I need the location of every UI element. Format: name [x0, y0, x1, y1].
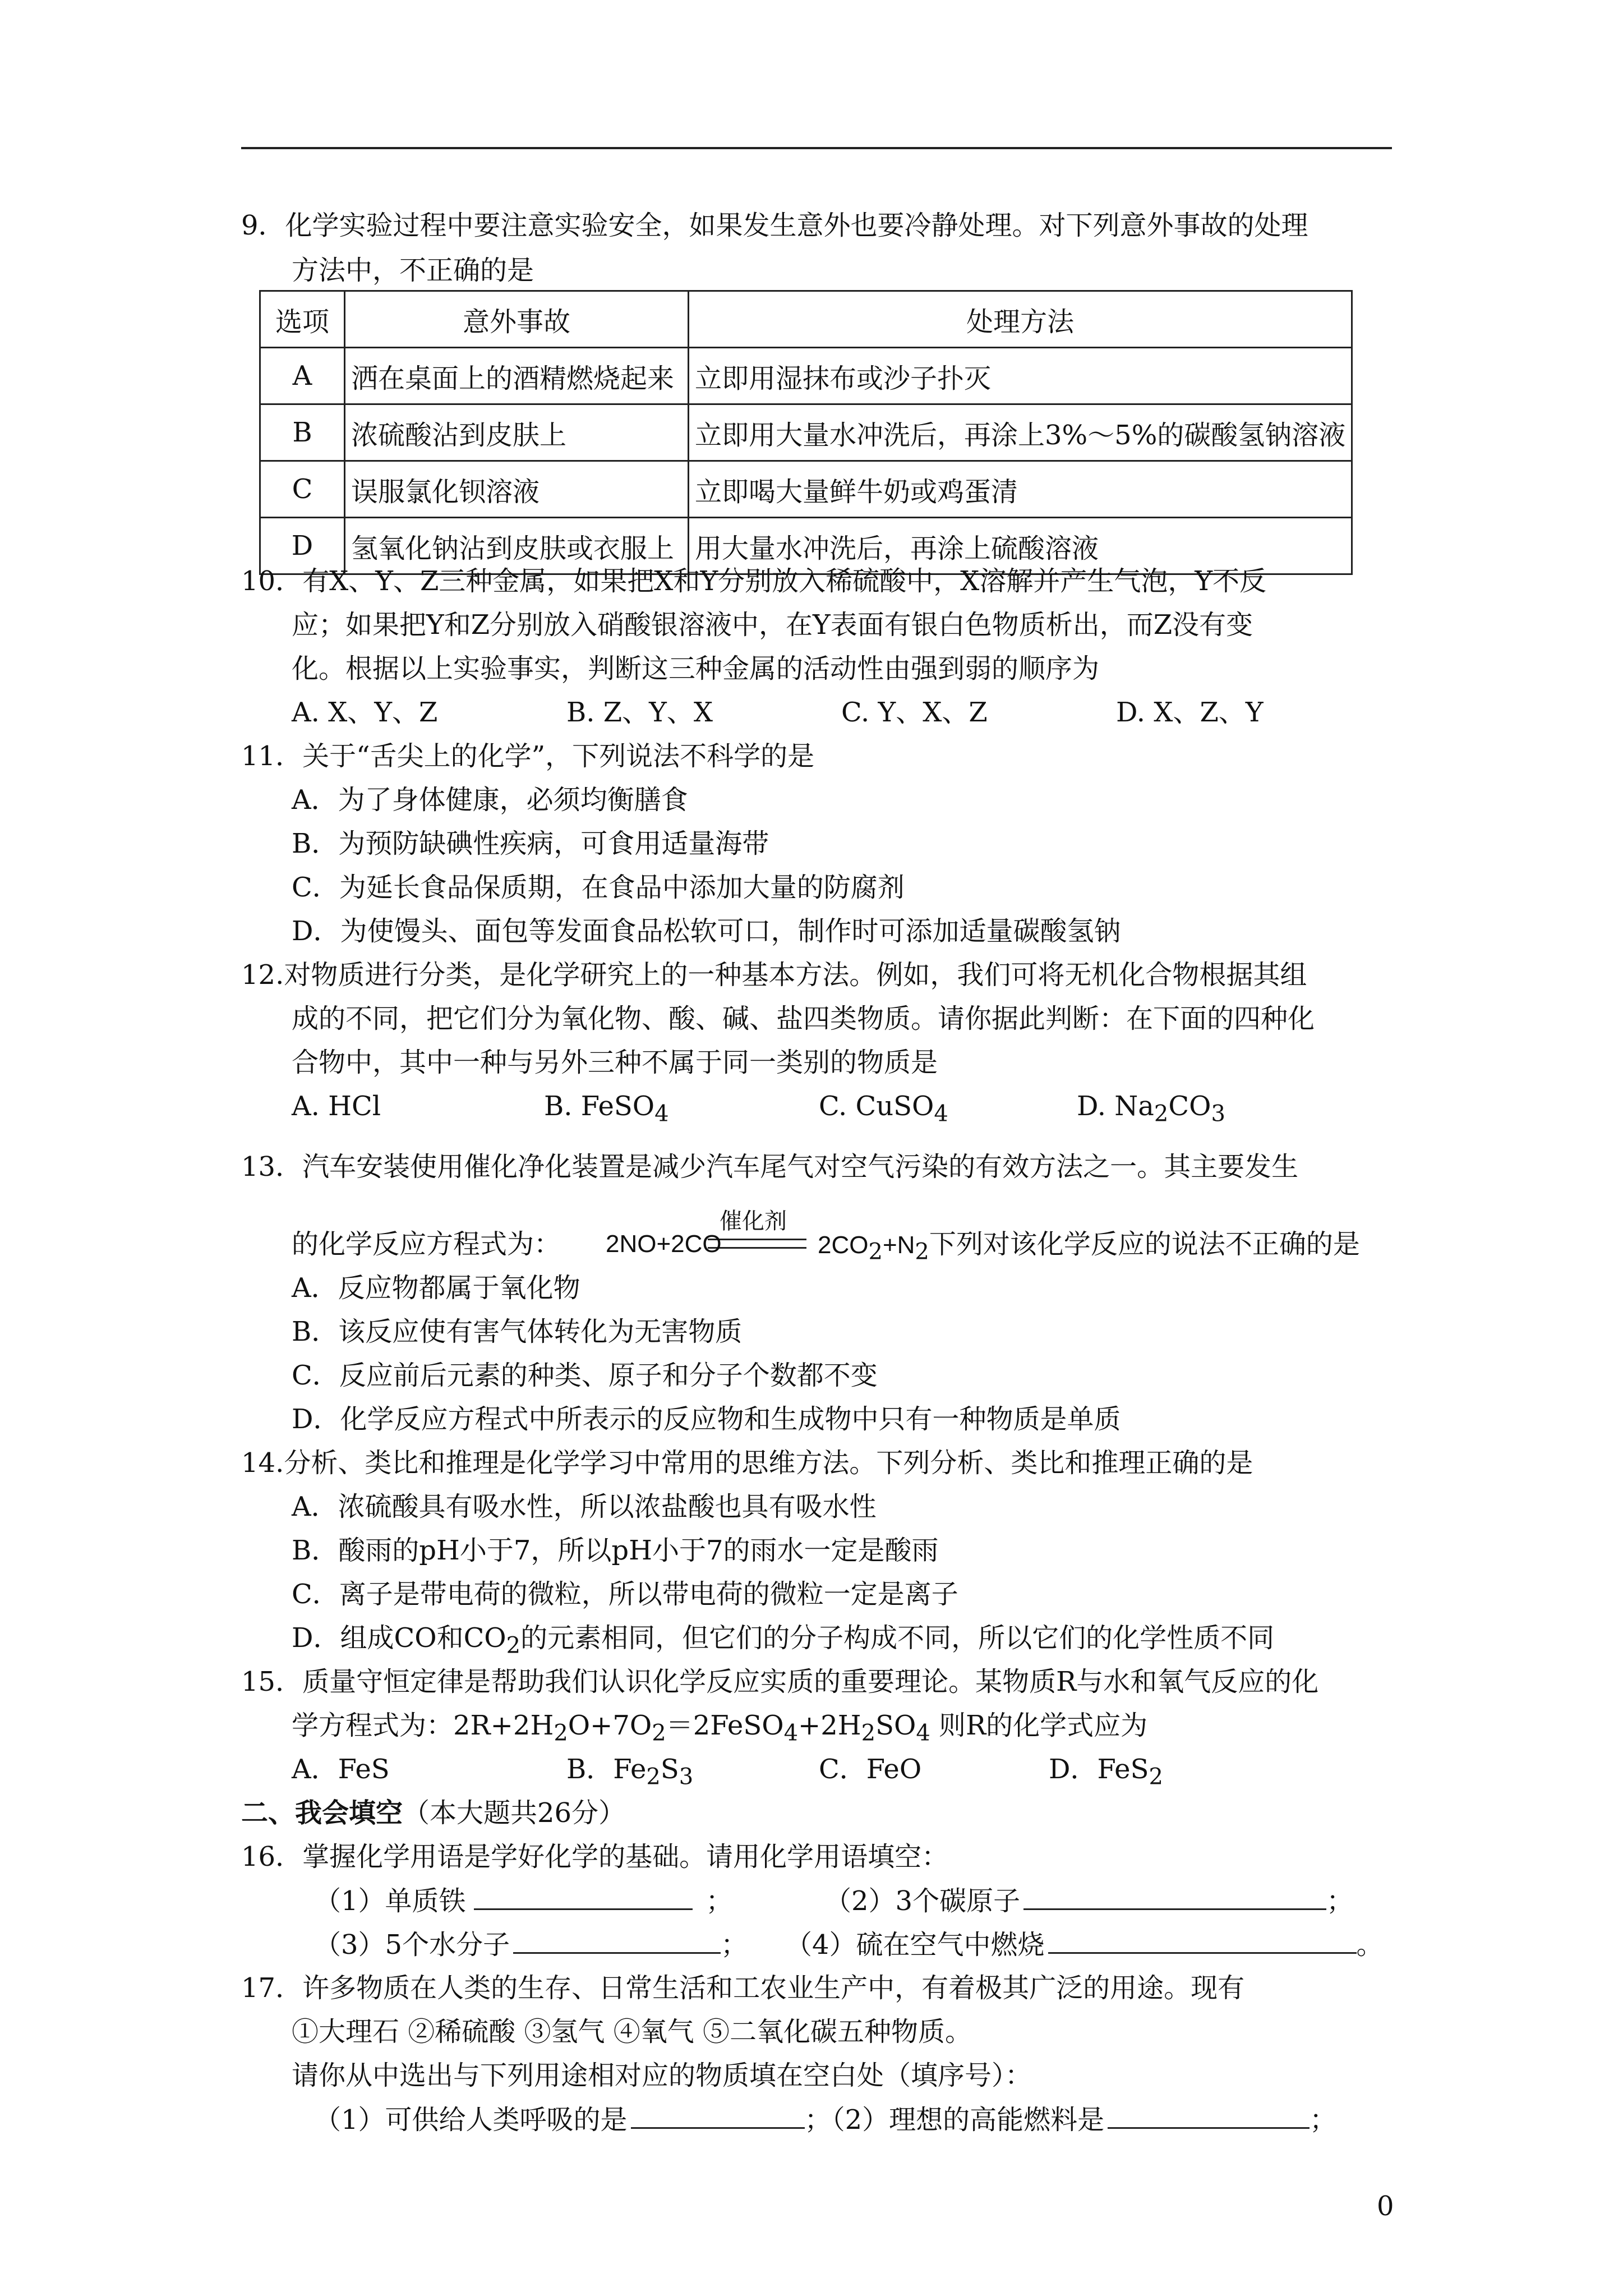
separator: ；: [1326, 1885, 1354, 1917]
table-cell: C: [260, 461, 345, 518]
answer-blank[interactable]: [1048, 1927, 1357, 1954]
q15-text: 学方程式为：2R+2H: [292, 1710, 554, 1741]
q12-option-d: [1077, 1089, 1225, 1131]
q10-option-d: D. X、Z、Y: [1116, 697, 1264, 728]
q12-option-c-text: C. CuSO: [819, 1091, 934, 1122]
q17-item2-label: （2）理想的高能燃料是: [831, 2104, 1105, 2136]
q15-option-a: A．FeS: [292, 1754, 390, 1785]
subscript: 2: [506, 1632, 521, 1659]
page-number: 0: [1377, 2191, 1394, 2222]
q13-line2-pre: 的化学反应方程式为：: [292, 1228, 561, 1260]
q13-option-c: C．反应前后元素的种类、原子和分子个数都不变: [292, 1360, 878, 1391]
q12-option-b-text: B. FeSO: [544, 1091, 655, 1122]
q14-stem: 14.分析、类比和推理是化学学习中常用的思维方法。下列分析、类比和推理正确的是: [241, 1447, 1253, 1479]
q12-option-c: [819, 1089, 948, 1131]
section-heading: [241, 1796, 625, 1830]
subscript: 2: [1154, 1101, 1169, 1127]
q11-option-b: B．为预防缺碘性疾病，可食用适量海带: [292, 828, 769, 859]
q17-row1: [314, 2102, 1336, 2137]
q14-option-c: C．离子是带电荷的微粒，所以带电荷的微粒一定是离子: [292, 1579, 958, 1610]
equation-equals-bar: [708, 1239, 806, 1249]
q15-text: ＝2FeSO: [666, 1710, 784, 1741]
q15-text: SO: [875, 1710, 916, 1741]
table-header-cell: 选项: [260, 291, 345, 348]
q9-stem-line2: 方法中，不正确的是: [292, 255, 534, 286]
table-cell: B: [260, 404, 345, 461]
q11-option-c: C．为延长食品保质期，在食品中添加大量的防腐剂: [292, 872, 905, 903]
table-cell: 立即用大量水冲洗后，再涂上3%～5%的碳酸氢钠溶液: [689, 404, 1352, 461]
answer-blank[interactable]: [631, 2102, 805, 2129]
q15-option-b: [566, 1752, 693, 1794]
q16-item1-label: （1）单质铁: [314, 1885, 466, 1917]
q10-line2: 应；如果把Y和Z分别放入硝酸银溶液中，在Y表面有银白色物质析出，而Z没有变: [292, 609, 1253, 641]
equation-product-text: 2CO: [818, 1231, 869, 1259]
header-rule: [241, 147, 1392, 149]
table-row: [260, 461, 1352, 518]
q14-option-a: A．浓硫酸具有吸水性，所以浓盐酸也具有吸水性: [292, 1491, 877, 1522]
table-cell: 误服氯化钡溶液: [345, 461, 689, 518]
subscript: 2: [554, 1720, 568, 1746]
table-header-cell: 意外事故: [345, 291, 689, 348]
q15-option-b-text: S: [660, 1754, 679, 1785]
q16-row2-b: [785, 1927, 1384, 1962]
q13-option-b: B．该反应使有害气体转化为无害物质: [292, 1316, 743, 1347]
q12-option-d-text: CO: [1168, 1091, 1211, 1122]
subscript: 3: [1211, 1101, 1225, 1127]
separator: 。: [1356, 1929, 1384, 1961]
q13-line2-post: 下列对该化学反应的说法不正确的是: [929, 1228, 1360, 1260]
table-cell: 用大量水冲洗后，再涂上硫酸溶液: [689, 518, 1352, 574]
q13-line1: 13．汽车安装使用催化净化装置是减少汽车尾气对空气污染的有效方法之一。其主要发生: [241, 1151, 1299, 1182]
q12-line1: 12.对物质进行分类，是化学研究上的一种基本方法。例如，我们可将无机化合物根据其组: [241, 959, 1307, 991]
subscript: 4: [783, 1720, 799, 1746]
q11-option-a: A．为了身体健康，必须均衡膳食: [292, 784, 688, 816]
q10-line3: 化。根据以上实验事实，判断这三种金属的活动性由强到弱的顺序为: [292, 653, 1100, 684]
q15-text: 则R的化学式应为: [930, 1710, 1148, 1741]
q17-line2: ①大理石 ②稀硫酸 ③氢气 ④氧气 ⑤二氧化碳五种物质。: [292, 2016, 972, 2047]
answer-blank[interactable]: [513, 1927, 721, 1954]
q10-option-c: C. Y、X、Z: [841, 697, 988, 728]
subscript: 2: [1149, 1764, 1163, 1790]
answer-blank[interactable]: [1023, 1884, 1326, 1910]
q10-option-b: B. Z、Y、X: [566, 697, 713, 728]
q10-option-a: A. X、Y、Z: [292, 697, 438, 728]
q14-option-d-text: D．组成CO和CO: [292, 1622, 506, 1654]
subscript: 2: [646, 1764, 661, 1790]
q15-option-c: C．FeO: [819, 1754, 922, 1785]
q11-stem: 11．关于“舌尖上的化学”，下列说法不科学的是: [241, 740, 815, 772]
q16-stem: 16．掌握化学用语是学好化学的基础。请用化学用语填空：: [241, 1841, 949, 1872]
q15-option-d-text: D．FeS: [1049, 1754, 1149, 1785]
equation-products: [818, 1227, 1360, 1269]
subscript: 2: [861, 1720, 876, 1746]
answer-blank[interactable]: [474, 1884, 693, 1910]
q14-option-d-text: 的元素相同，但它们的分子构成不同，所以它们的化学性质不同: [520, 1622, 1275, 1654]
subscript: 4: [934, 1101, 948, 1127]
equation-product-text: +N: [882, 1231, 915, 1259]
table-header-cell: 处理方法: [689, 291, 1352, 348]
q12-option-a: A. HCl: [292, 1091, 381, 1122]
q17-line3: 请你从中选出与下列用途相对应的物质填在空白处（填序号）：: [292, 2060, 1032, 2091]
q15-line2: [292, 1709, 1147, 1750]
table-cell: 立即用湿抹布或沙子扑灭: [689, 348, 1352, 404]
q9-table: [259, 290, 1353, 575]
q11-option-d: D．为使馒头、面包等发面食品松软可口，制作时可添加适量碳酸氢钠: [292, 915, 1121, 947]
table-cell: 浓硫酸沾到皮肤上: [345, 404, 689, 461]
answer-blank[interactable]: [1108, 2102, 1310, 2129]
subscript: 2: [868, 1239, 883, 1265]
table-row: [260, 404, 1352, 461]
separator: ；: [706, 1885, 733, 1917]
subscript: 4: [916, 1720, 930, 1746]
q12-line3: 合物中，其中一种与另外三种不属于同一类别的物质是: [292, 1047, 938, 1078]
q15-option-d: [1049, 1752, 1163, 1794]
q13-option-d: D．化学反应方程式中所表示的反应物和生成物中只有一种物质是单质: [292, 1404, 1121, 1435]
table-header-row: [260, 291, 1352, 348]
q14-option-d: [292, 1621, 1274, 1663]
table-cell: 立即喝大量鲜牛奶或鸡蛋清: [689, 461, 1352, 518]
q14-option-b: B．酸雨的pH小于7，所以pH小于7的雨水一定是酸雨: [292, 1535, 939, 1566]
q9-stem-line1: 9．化学实验过程中要注意实验安全，如果发生意外也要冷静处理。对下列意外事故的处理: [241, 210, 1308, 241]
q10-line1: 10．有X、Y、Z三种金属，如果把X和Y分别放入稀硫酸中，X溶解并产生气泡，Y不反: [241, 565, 1267, 597]
q17-line1: 17．许多物质在人类的生存、日常生活和工农业生产中，有着极其广泛的用途。现有: [241, 1972, 1245, 2004]
q16-row1: [314, 1884, 733, 1918]
q16-item3-label: （3）5个水分子: [314, 1929, 510, 1961]
q16-row1-b: [824, 1884, 1353, 1918]
q12-option-d-text: D. Na: [1077, 1091, 1154, 1122]
equation-reactants: 2NO+2CO: [606, 1230, 722, 1258]
table-cell: 氢氧化钠沾到皮肤或衣服上: [345, 518, 689, 574]
q15-option-b-text: B．Fe: [566, 1754, 647, 1785]
table-cell: D: [260, 518, 345, 574]
table-cell: 洒在桌面上的酒精燃烧起来: [345, 348, 689, 404]
table-row: [260, 348, 1352, 404]
q12-line2: 成的不同，把它们分为氧化物、酸、碱、盐四类物质。请你据此判断：在下面的四种化: [292, 1003, 1315, 1034]
subscript: 4: [654, 1101, 669, 1127]
section-note: （本大题共26分）: [403, 1797, 626, 1829]
separator: ；: [721, 1929, 748, 1961]
catalyst-label: 催化剂: [720, 1208, 787, 1234]
subscript: 2: [915, 1239, 929, 1265]
separator: ；: [804, 2104, 832, 2136]
q16-item4-label: （4）硫在空气中燃烧: [785, 1929, 1045, 1961]
q17-item1-label: （1）可供给人类呼吸的是: [314, 2104, 628, 2136]
q13-option-a: A．反应物都属于氧化物: [292, 1272, 580, 1304]
q15-text: O+7O: [568, 1710, 652, 1741]
section-title: 二、我会填空: [241, 1797, 403, 1829]
separator: ；: [1310, 2104, 1337, 2136]
subscript: 2: [652, 1720, 666, 1746]
table-cell: A: [260, 348, 345, 404]
q16-row2: [314, 1927, 748, 1962]
q15-text: +2H: [798, 1710, 861, 1741]
q12-option-b: [544, 1089, 669, 1131]
q16-item2-label: （2）3个碳原子: [824, 1885, 1021, 1917]
subscript: 3: [679, 1764, 694, 1790]
q15-line1: 15．质量守恒定律是帮助我们认识化学反应实质的重要理论。某物质R与水和氧气反应的化: [241, 1666, 1319, 1697]
